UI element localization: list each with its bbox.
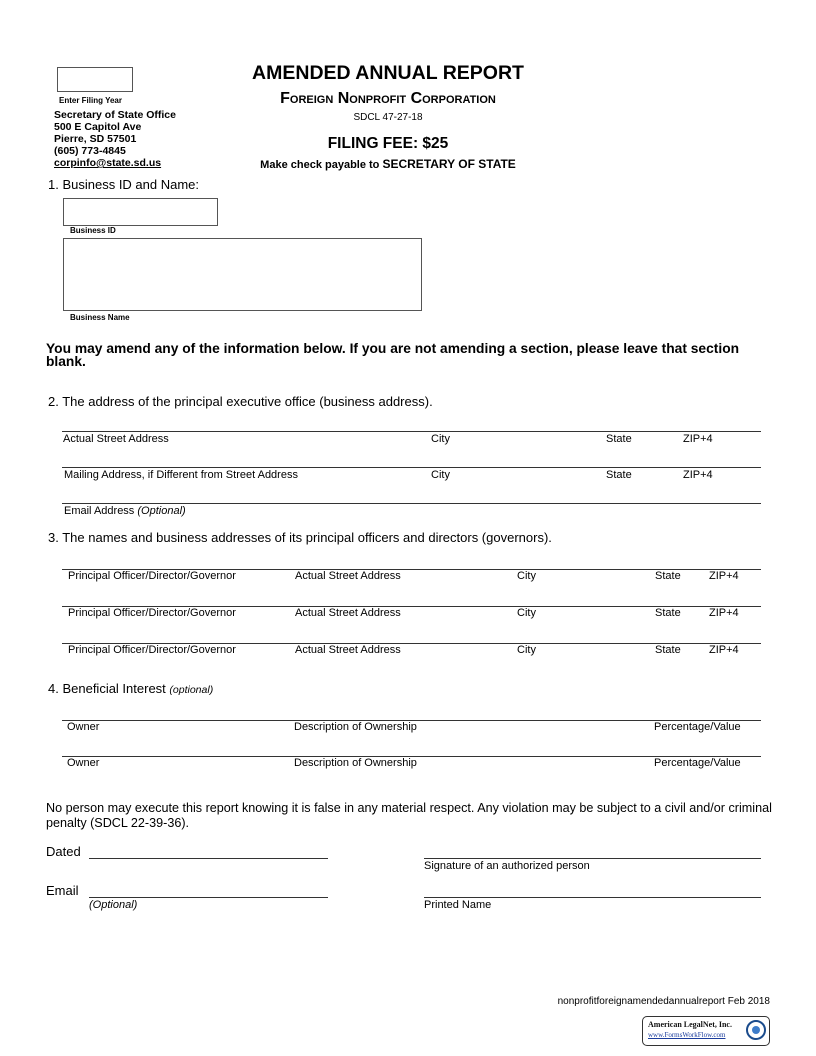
business-id-input[interactable] xyxy=(63,198,218,226)
state-label: State xyxy=(606,469,632,481)
address-line-1 xyxy=(62,431,761,432)
office-email-link[interactable]: corpinfo@state.sd.us xyxy=(54,157,162,169)
office-phone: (605) 773-4845 xyxy=(54,145,126,157)
percentage-value-label: Percentage/Value xyxy=(654,721,741,733)
form-identifier: nonprofitforeignamendedannualreport Feb 2018 xyxy=(557,996,770,1007)
address-line-3 xyxy=(62,503,761,504)
office-street: 500 E Capitol Ave xyxy=(54,121,142,133)
officer-zip-label: ZIP+4 xyxy=(709,644,739,656)
section-1-title: 1. Business ID and Name: xyxy=(48,177,200,192)
penalty-statement: No person may execute this report knowing it is false in any material respect. Any violation may be subject to a civil and/or criminal penalty (SDCL 22-39-36). xyxy=(46,801,772,830)
logo-company-name: American LegalNet, Inc. xyxy=(648,1020,732,1029)
officer-state-label: State xyxy=(655,570,681,582)
printed-name-input-line[interactable] xyxy=(424,897,761,898)
office-name: Secretary of State Office xyxy=(54,109,176,121)
business-id-label: Business ID xyxy=(70,226,116,235)
email-label: Email xyxy=(46,883,79,898)
officer-zip-label: ZIP+4 xyxy=(709,607,739,619)
section-4-optional-note: (optional) xyxy=(169,684,214,696)
payable-prefix: Make check payable to xyxy=(260,159,380,171)
officer-label: Principal Officer/Director/Governor xyxy=(68,644,236,656)
officer-label: Principal Officer/Director/Governor xyxy=(68,607,236,619)
mailing-address-label: Mailing Address, if Different from Street Address xyxy=(64,469,298,481)
percentage-value-label: Percentage/Value xyxy=(654,757,741,769)
zip-label: ZIP+4 xyxy=(683,433,713,445)
printed-name-label: Printed Name xyxy=(424,899,492,911)
business-name-input[interactable] xyxy=(63,238,422,311)
payable-line xyxy=(188,157,588,171)
logo-website-link[interactable]: www.FormsWorkFlow.com xyxy=(648,1031,726,1039)
officer-street-label: Actual Street Address xyxy=(295,570,401,582)
dated-input-line[interactable] xyxy=(89,858,328,859)
signature-input-line[interactable] xyxy=(424,858,761,859)
payable-to: SECRETARY OF STATE xyxy=(382,157,516,171)
email-optional-label: (Optional) xyxy=(89,899,138,911)
section-2-title: 2. The address of the principal executive office (business address). xyxy=(48,394,433,409)
email-input-line[interactable] xyxy=(89,897,328,898)
globe-icon xyxy=(746,1020,766,1040)
officer-state-label: State xyxy=(655,607,681,619)
officer-zip-label: ZIP+4 xyxy=(709,570,739,582)
ownership-description-label: Description of Ownership xyxy=(294,721,417,733)
zip-label: ZIP+4 xyxy=(683,469,713,481)
officer-city-label: City xyxy=(517,644,536,656)
page-title: AMENDED ANNUAL REPORT xyxy=(252,62,524,84)
filing-year-label: Enter Filing Year xyxy=(59,96,122,105)
office-city: Pierre, SD 57501 xyxy=(54,133,137,145)
street-address-label: Actual Street Address xyxy=(63,433,169,445)
officer-state-label: State xyxy=(655,644,681,656)
legalnet-logo[interactable] xyxy=(642,1016,770,1046)
officer-label: Principal Officer/Director/Governor xyxy=(68,570,236,582)
city-label: City xyxy=(431,469,450,481)
officer-street-label: Actual Street Address xyxy=(295,607,401,619)
signature-label: Signature of an authorized person xyxy=(424,860,590,872)
owner-label: Owner xyxy=(67,721,100,733)
officer-street-label: Actual Street Address xyxy=(295,644,401,656)
statute-reference: SDCL 47-27-18 xyxy=(353,112,423,123)
section-3-title: 3. The names and business addresses of its principal officers and directors (governors). xyxy=(48,530,552,545)
filing-year-input[interactable] xyxy=(57,67,133,92)
email-optional-note: (Optional) xyxy=(137,505,186,517)
email-address-label: Email Address (Optional) xyxy=(64,505,186,517)
page-subtitle: Foreign Nonprofit Corporation xyxy=(280,90,496,107)
filing-fee: FILING FEE: $25 xyxy=(327,135,449,152)
address-line-2 xyxy=(62,467,761,468)
amend-notice: You may amend any of the information below. If you are not amending a section, please leave that section blank. xyxy=(46,341,740,369)
state-label: State xyxy=(606,433,632,445)
city-label: City xyxy=(431,433,450,445)
business-name-label: Business Name xyxy=(70,313,130,322)
officer-city-label: City xyxy=(517,607,536,619)
ownership-description-label: Description of Ownership xyxy=(294,757,417,769)
owner-label: Owner xyxy=(67,757,100,769)
section-4-title: 4. Beneficial Interest (optional) xyxy=(48,681,214,696)
dated-label: Dated xyxy=(46,844,81,859)
officer-city-label: City xyxy=(517,570,536,582)
